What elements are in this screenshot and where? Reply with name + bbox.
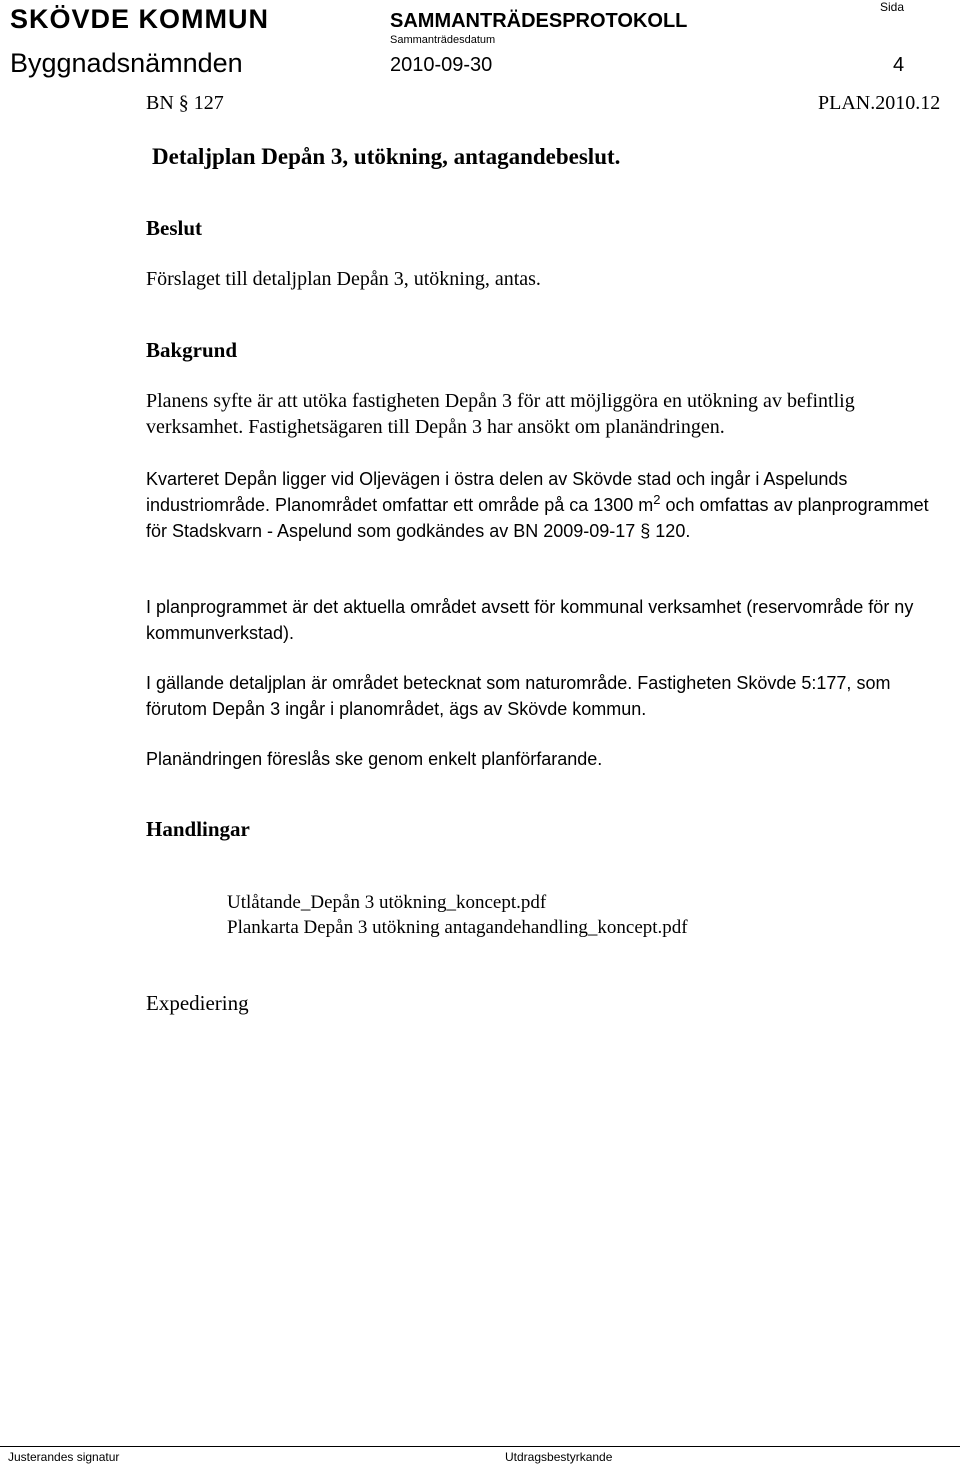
bakgrund-heading: Bakgrund [146, 338, 238, 362]
bakgrund-paragraph-2 [146, 466, 946, 544]
bakgrund-paragraph-4: I gällande detaljplan är området betecknat som naturområde. Fastigheten Skövde 5:177, som förutom Depån 3 ingår i planområdet, ägs av Skövde kommun. [146, 673, 891, 719]
bakgrund-paragraph-2-part-2: och omfattas av planprogrammet för Stadskvarn - Aspelund som godkändes av BN 2009-09-17 § 120. [146, 495, 929, 541]
area-unit-superscript: 2 [653, 492, 661, 507]
extract-label: Utdragsbestyrkande [505, 1450, 613, 1464]
bakgrund-paragraph-3: I planprogrammet är det aktuella området avsett för kommunal verksamhet (reservområde för ny kommunverkstad). [146, 597, 914, 643]
organization-name: SKÖVDE KOMMUN [10, 4, 270, 34]
date-label: Sammanträdesdatum [390, 34, 496, 46]
paragraph-reference: BN § 127 [146, 92, 224, 114]
beslut-text: Förslaget till detaljplan Depån 3, utökning, antas. [146, 268, 541, 290]
committee-name: Byggnadsnämnden [10, 48, 243, 78]
footer-divider [0, 1446, 960, 1447]
bakgrund-paragraph-5: Planändringen föreslås ske genom enkelt planförfarande. [146, 749, 603, 769]
document-item: Plankarta Depån 3 utökning antagandehandling_koncept.pdf [227, 917, 688, 938]
handlingar-heading: Handlingar [146, 817, 250, 841]
meeting-date: 2010-09-30 [390, 54, 493, 76]
protocol-title: SAMMANTRÄDESPROTOKOLL [390, 10, 688, 32]
expediering-heading: Expediering [146, 991, 249, 1015]
page-number: 4 [893, 54, 905, 76]
case-number: PLAN.2010.12 [818, 92, 941, 114]
signature-label: Justerandes signatur [8, 1450, 120, 1464]
page-label: Sida [880, 0, 905, 14]
beslut-heading: Beslut [146, 216, 203, 240]
bakgrund-paragraph-1: Planens syfte är att utöka fastigheten Depån 3 för att möjliggöra en utökning av befintlig verksamhet. Fastighetsägaren till Depån 3 har ansökt om planändringen. [146, 390, 855, 438]
bakgrund-paragraph-2-part-1: Kvarteret Depån ligger vid Oljevägen i östra delen av Skövde stad och ingår i Aspelunds industriområde. Planområdet omfattar ett område på ca 1300 m [146, 469, 848, 515]
document-title: Detaljplan Depån 3, utökning, antagandebeslut. [152, 144, 621, 169]
document-item: Utlåtande_Depån 3 utökning_koncept.pdf [227, 892, 547, 913]
